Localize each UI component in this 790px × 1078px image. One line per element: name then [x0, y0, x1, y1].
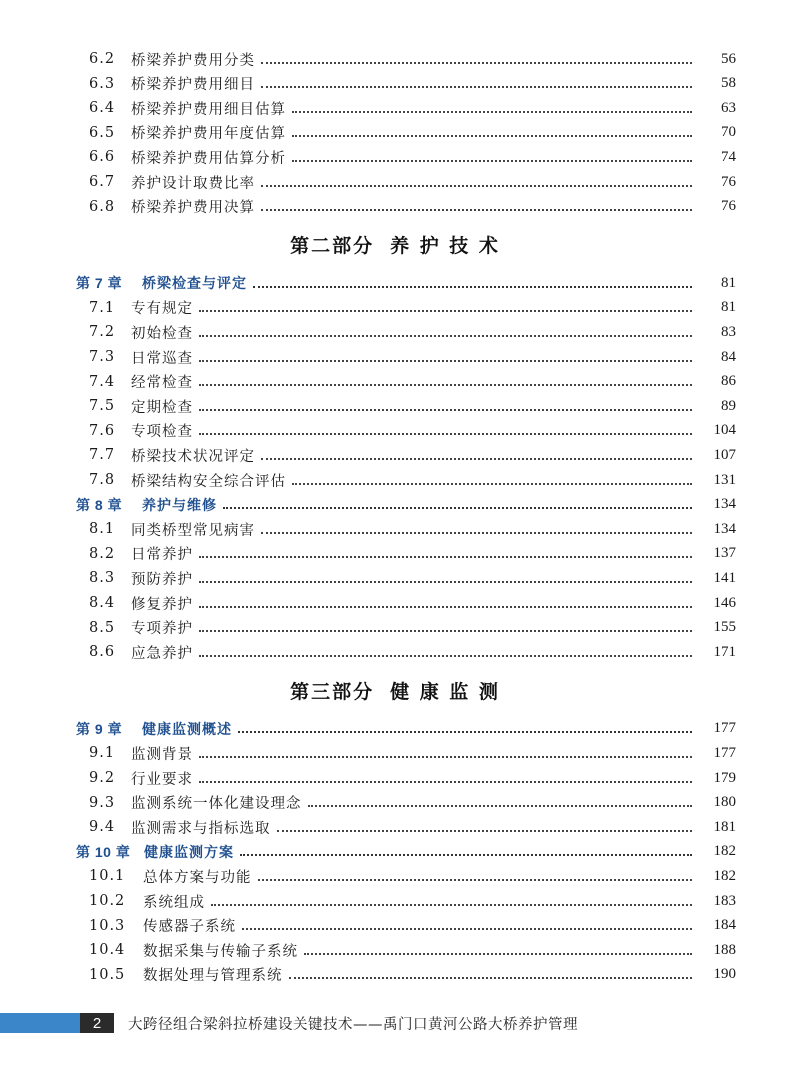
toc-section-row[interactable]: [0, 370, 790, 394]
toc-chapter-row[interactable]: [0, 840, 790, 864]
page-number: 183: [713, 892, 736, 909]
toc-section-row[interactable]: [0, 419, 790, 443]
page-number: 83: [721, 323, 736, 340]
dot-leader: [253, 285, 692, 288]
section-title: 桥梁养护费用年度估算: [131, 126, 286, 143]
section-title: 同类桥型常见病害: [131, 522, 255, 539]
part-heading: [0, 677, 790, 704]
section-number: 10.3: [89, 917, 126, 934]
page-number: 56: [721, 50, 736, 67]
page-number: 177: [713, 744, 736, 761]
dot-leader: [261, 457, 692, 460]
section-number: 9.2: [89, 770, 116, 786]
page-number: 181: [713, 818, 736, 835]
section-number: 8.3: [89, 570, 116, 587]
footer-accent-bar: [0, 1013, 80, 1033]
toc-section-row[interactable]: [0, 195, 790, 219]
dot-leader: [211, 903, 692, 906]
dot-leader: [261, 61, 692, 64]
section-title: 系统组成: [143, 894, 205, 911]
page-number: 171: [713, 643, 736, 660]
page-number: 182: [713, 867, 736, 884]
toc-section-row[interactable]: [0, 766, 790, 790]
toc-section-row[interactable]: [0, 963, 790, 987]
toc-section-row[interactable]: [0, 72, 790, 96]
dot-leader: [238, 730, 692, 733]
page-number: 58: [721, 75, 736, 92]
dot-leader: [261, 85, 692, 88]
dot-leader: [277, 829, 693, 832]
section-number: 10.4: [89, 942, 126, 959]
page-number: 107: [713, 446, 736, 463]
section-title: 总体方案与功能: [143, 869, 252, 886]
section-number: 7.3: [89, 349, 116, 365]
chapter-number: 第 8 章: [76, 496, 123, 513]
page-number: 177: [713, 720, 736, 737]
page-number: 137: [713, 545, 736, 562]
toc-section-row[interactable]: [0, 791, 790, 815]
dot-leader: [199, 780, 692, 783]
section-number: 7.2: [89, 324, 116, 341]
section-number: 8.4: [89, 595, 116, 611]
section-title: 养护设计取费比率: [131, 175, 255, 192]
page-number: 131: [713, 471, 736, 488]
section-number: 9.4: [89, 819, 116, 836]
dot-leader: [199, 755, 692, 758]
section-number: 8.2: [89, 545, 116, 562]
toc-section-row[interactable]: [0, 296, 790, 320]
section-title: 经常检查: [131, 375, 193, 392]
section-number: 8.1: [89, 521, 116, 538]
section-title: 桥梁养护费用细目估算: [131, 101, 286, 118]
page-number: 180: [713, 794, 736, 811]
page-number: 104: [713, 422, 736, 439]
dot-leader: [199, 654, 692, 657]
page-number: 70: [721, 124, 736, 141]
page-number: 84: [721, 348, 736, 365]
dot-leader: [289, 976, 693, 979]
toc-section-row[interactable]: [0, 96, 790, 120]
toc-section-row[interactable]: [0, 616, 790, 640]
toc-section-row[interactable]: [0, 938, 790, 962]
toc-section-row[interactable]: [0, 741, 790, 765]
section-title: 专项养护: [131, 621, 193, 638]
section-title: 初始检查: [131, 325, 193, 342]
toc-section-row[interactable]: [0, 170, 790, 194]
dot-leader: [199, 309, 692, 312]
toc-section-row[interactable]: [0, 320, 790, 344]
section-title: 传感器子系统: [143, 919, 236, 936]
chapter-number: 第 9 章: [76, 720, 123, 737]
dot-leader: [292, 482, 692, 485]
section-number: 7.6: [89, 422, 116, 439]
dot-leader: [242, 927, 692, 930]
toc-section-row[interactable]: [0, 566, 790, 590]
section-title: 监测需求与指标选取: [131, 820, 271, 837]
toc-section-row[interactable]: [0, 542, 790, 566]
section-number: 7.1: [89, 299, 116, 316]
dot-leader: [199, 432, 692, 435]
section-title: 应急养护: [131, 645, 193, 662]
page-number: 81: [721, 299, 736, 316]
part-label: 第二部分: [290, 235, 375, 258]
page-number: 190: [713, 966, 736, 983]
dot-leader: [240, 853, 692, 856]
page-number: 76: [721, 198, 736, 215]
section-number: 9.3: [89, 794, 116, 811]
page-number: 182: [713, 843, 736, 860]
part-title: 健 康 监 测: [390, 680, 500, 703]
section-title: 数据采集与传输子系统: [143, 943, 298, 960]
toc-section-row[interactable]: [0, 815, 790, 839]
chapter-title: 健康监测方案: [144, 843, 234, 860]
section-title: 行业要求: [131, 771, 193, 788]
dot-leader: [292, 134, 692, 137]
dot-leader: [261, 208, 692, 211]
section-title: 桥梁养护费用分类: [131, 52, 255, 69]
dot-leader: [308, 804, 693, 807]
section-title: 定期检查: [131, 399, 193, 416]
dot-leader: [261, 531, 692, 534]
toc-section-row[interactable]: [0, 394, 790, 418]
part-label: 第三部分: [290, 680, 375, 703]
section-number: 9.1: [89, 745, 116, 762]
footer-page-number: 2: [80, 1013, 114, 1033]
section-number: 7.7: [89, 447, 116, 464]
section-number: 6.2: [89, 51, 116, 67]
dot-leader: [261, 184, 692, 187]
page-number: 63: [721, 99, 736, 116]
page-number: 134: [713, 496, 736, 513]
toc-section-row[interactable]: [0, 517, 790, 541]
section-number: 8.6: [89, 644, 116, 661]
toc-chapter-row[interactable]: [0, 493, 790, 517]
page-number: 89: [721, 397, 736, 414]
section-number: 8.5: [89, 619, 116, 636]
section-number: 6.7: [89, 174, 116, 190]
page-number: 81: [721, 274, 736, 291]
section-title: 桥梁技术状况评定: [131, 448, 255, 465]
toc-section-row[interactable]: [0, 121, 790, 145]
dot-leader: [199, 334, 692, 337]
toc-section-row[interactable]: [0, 345, 790, 369]
dot-leader: [304, 952, 692, 955]
page-number: 184: [713, 917, 736, 934]
section-number: 6.8: [89, 198, 116, 215]
toc-chapter-row[interactable]: [0, 271, 790, 295]
dot-leader: [199, 605, 692, 608]
section-number: 6.5: [89, 124, 116, 141]
section-number: 6.6: [89, 149, 116, 166]
toc-section-row[interactable]: [0, 443, 790, 467]
page-number: 188: [713, 941, 736, 958]
section-title: 桥梁结构安全综合评估: [131, 473, 286, 490]
dot-leader: [292, 159, 692, 162]
section-number: 6.4: [89, 100, 116, 117]
page-number: 179: [713, 769, 736, 786]
toc-section-row[interactable]: [0, 914, 790, 938]
page-number: 134: [713, 520, 736, 537]
dot-leader: [199, 383, 692, 386]
section-number: 7.5: [89, 398, 116, 415]
section-title: 日常巡查: [131, 350, 193, 367]
section-number: 10.1: [89, 868, 126, 885]
footer-running-title: 大跨径组合梁斜拉桥建设关键技术——禹门口黄河公路大桥养护管理: [128, 1016, 578, 1033]
page-number: 155: [713, 619, 736, 636]
chapter-title: 健康监测概述: [142, 720, 232, 737]
section-number: 6.3: [89, 75, 116, 92]
dot-leader: [199, 629, 692, 632]
chapter-title: 养护与维修: [142, 496, 217, 513]
page-number: 86: [721, 373, 736, 390]
page-number: 76: [721, 173, 736, 190]
page-number: 146: [713, 594, 736, 611]
section-title: 桥梁养护费用细目: [131, 77, 255, 94]
toc-section-row[interactable]: [0, 145, 790, 169]
dot-leader: [292, 110, 692, 113]
section-number: 10.2: [89, 893, 126, 909]
section-title: 桥梁养护费用估算分析: [131, 150, 286, 167]
chapter-title: 桥梁检查与评定: [142, 275, 247, 292]
page-number: 141: [713, 569, 736, 586]
section-title: 修复养护: [131, 596, 193, 613]
toc-section-row[interactable]: [0, 864, 790, 888]
toc-section-row[interactable]: [0, 47, 790, 71]
section-title: 日常养护: [131, 547, 193, 564]
section-title: 监测系统一体化建设理念: [131, 796, 302, 813]
section-title: 预防养护: [131, 571, 193, 588]
part-heading: [0, 231, 790, 258]
section-title: 数据处理与管理系统: [143, 968, 283, 985]
toc-section-row[interactable]: [0, 468, 790, 492]
section-title: 桥梁养护费用决算: [131, 200, 255, 217]
section-title: 专有规定: [131, 301, 193, 318]
section-title: 专项检查: [131, 424, 193, 441]
page-footer: [0, 1010, 790, 1036]
dot-leader: [258, 878, 693, 881]
dot-leader: [199, 408, 692, 411]
dot-leader: [199, 359, 692, 362]
toc-chapter-row[interactable]: [0, 717, 790, 741]
dot-leader: [199, 555, 692, 558]
section-number: 7.8: [89, 472, 116, 488]
page-number: 74: [721, 148, 736, 165]
dot-leader: [223, 506, 692, 509]
toc-section-row[interactable]: [0, 889, 790, 913]
toc-section-row[interactable]: [0, 591, 790, 615]
chapter-number: 第 10 章: [76, 843, 131, 860]
part-title: 养 护 技 术: [390, 235, 500, 258]
section-number: 7.4: [89, 373, 116, 390]
chapter-number: 第 7 章: [76, 275, 123, 292]
dot-leader: [199, 580, 692, 583]
section-number: 10.5: [89, 966, 126, 983]
toc-section-row[interactable]: [0, 640, 790, 664]
section-title: 监测背景: [131, 746, 193, 763]
